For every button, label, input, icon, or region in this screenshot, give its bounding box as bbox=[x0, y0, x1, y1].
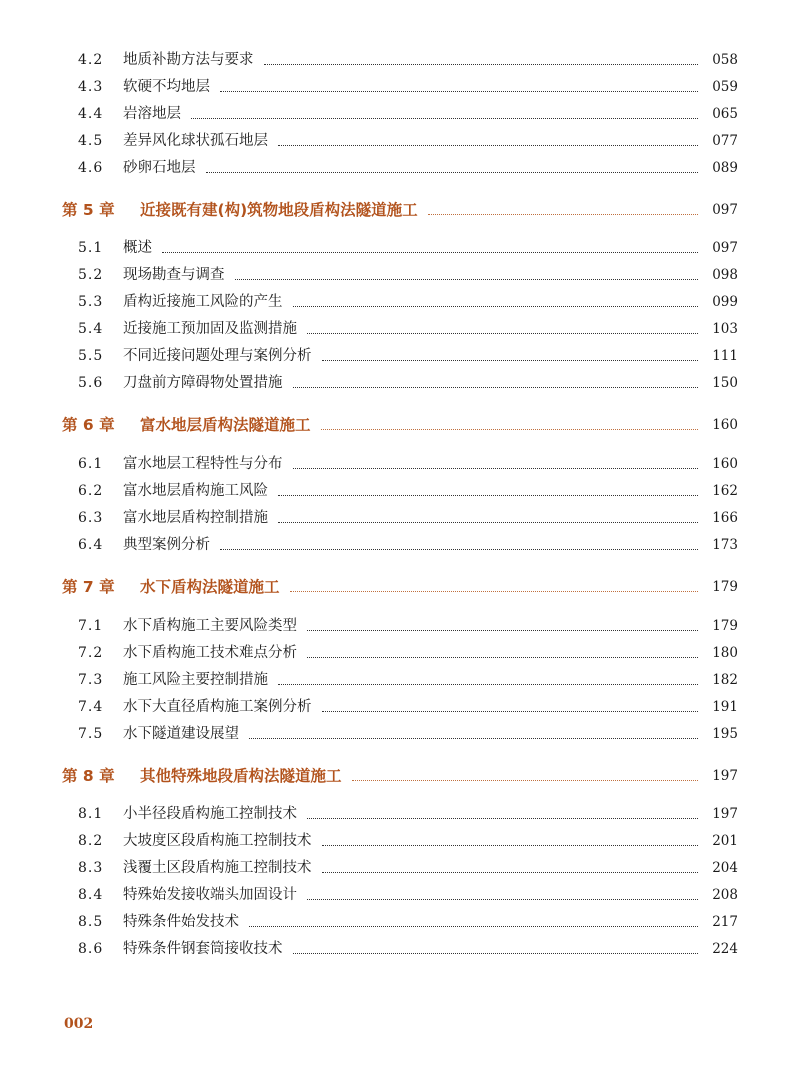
section-number: 7.5 bbox=[78, 726, 104, 742]
section-number: 5.4 bbox=[78, 321, 104, 337]
section-number: 6.2 bbox=[78, 483, 104, 499]
page-ref: 059 bbox=[712, 79, 738, 95]
dot-leader bbox=[322, 344, 698, 361]
section-title: 大坡度区段盾构施工控制技术 bbox=[123, 833, 312, 849]
dot-leader bbox=[249, 722, 698, 739]
dot-leader bbox=[220, 75, 698, 92]
section-title: 盾构近接施工风险的产生 bbox=[123, 294, 283, 310]
toc-section-entry[interactable] bbox=[0, 910, 790, 934]
page-ref: 065 bbox=[712, 106, 738, 122]
dot-leader bbox=[307, 317, 698, 334]
section-number: 7.1 bbox=[78, 618, 104, 634]
dot-leader bbox=[293, 937, 698, 954]
dot-leader bbox=[322, 695, 698, 712]
section-number: 8.2 bbox=[78, 833, 104, 849]
dot-leader bbox=[428, 198, 698, 215]
page-number: 002 bbox=[64, 1016, 94, 1032]
page-ref: 195 bbox=[712, 726, 738, 742]
section-title: 刀盘前方障碍物处置措施 bbox=[123, 375, 283, 391]
section-title: 典型案例分析 bbox=[123, 537, 210, 553]
toc-chapter-entry[interactable] bbox=[0, 575, 790, 599]
section-number: 8.3 bbox=[78, 860, 104, 876]
dot-leader bbox=[278, 129, 698, 146]
dot-leader bbox=[264, 48, 698, 65]
section-title: 近接施工预加固及监测措施 bbox=[123, 321, 297, 337]
section-title: 施工风险主要控制措施 bbox=[123, 672, 268, 688]
toc-section-entry[interactable] bbox=[0, 856, 790, 880]
section-number: 5.2 bbox=[78, 267, 104, 283]
page-ref: 097 bbox=[712, 240, 738, 256]
toc-section-entry[interactable] bbox=[0, 614, 790, 638]
section-number: 8.1 bbox=[78, 806, 104, 822]
dot-leader bbox=[278, 479, 698, 496]
toc-section-entry[interactable] bbox=[0, 479, 790, 503]
section-title: 软硬不均地层 bbox=[123, 79, 210, 95]
toc-chapter-entry[interactable] bbox=[0, 764, 790, 788]
dot-leader bbox=[290, 575, 698, 592]
toc-section-entry[interactable] bbox=[0, 695, 790, 719]
toc-section-entry[interactable] bbox=[0, 506, 790, 530]
page-ref: 089 bbox=[712, 160, 738, 176]
section-title: 小半径段盾构施工控制技术 bbox=[123, 806, 297, 822]
section-title: 富水地层盾构控制措施 bbox=[123, 510, 268, 526]
toc-section-entry[interactable] bbox=[0, 452, 790, 476]
section-title: 水下隧道建设展望 bbox=[123, 726, 239, 742]
page-ref: 197 bbox=[712, 768, 738, 784]
toc-chapter-entry[interactable] bbox=[0, 413, 790, 437]
page-ref: 166 bbox=[712, 510, 738, 526]
page-ref: 097 bbox=[712, 202, 738, 218]
section-title: 概述 bbox=[123, 240, 152, 256]
toc-section-entry[interactable] bbox=[0, 75, 790, 99]
toc-chapter-entry[interactable] bbox=[0, 198, 790, 222]
page-ref: 179 bbox=[712, 579, 738, 595]
page-ref: 217 bbox=[712, 914, 738, 930]
section-title: 砂卵石地层 bbox=[123, 160, 196, 176]
section-title: 水下盾构施工技术难点分析 bbox=[123, 645, 297, 661]
section-title: 富水地层工程特性与分布 bbox=[123, 456, 283, 472]
section-number: 8.5 bbox=[78, 914, 104, 930]
page-ref: 150 bbox=[712, 375, 738, 391]
toc-section-entry[interactable] bbox=[0, 102, 790, 126]
section-title: 岩溶地层 bbox=[123, 106, 181, 122]
section-number: 4.6 bbox=[78, 160, 104, 176]
dot-leader bbox=[307, 641, 698, 658]
section-number: 4.3 bbox=[78, 79, 104, 95]
page-ref: 111 bbox=[712, 348, 738, 364]
section-number: 8.4 bbox=[78, 887, 104, 903]
section-title: 水下大直径盾构施工案例分析 bbox=[123, 699, 312, 715]
chapter-number: 第 8 章 bbox=[62, 767, 115, 785]
dot-leader bbox=[322, 856, 698, 873]
page-ref: 180 bbox=[712, 645, 738, 661]
page-ref: 077 bbox=[712, 133, 738, 149]
toc-section-entry[interactable] bbox=[0, 317, 790, 341]
section-number: 5.5 bbox=[78, 348, 104, 364]
section-number: 7.3 bbox=[78, 672, 104, 688]
page-ref: 160 bbox=[712, 417, 738, 433]
toc-section-entry[interactable] bbox=[0, 48, 790, 72]
dot-leader bbox=[321, 413, 698, 430]
section-number: 5.1 bbox=[78, 240, 104, 256]
section-number: 5.3 bbox=[78, 294, 104, 310]
page-ref: 160 bbox=[712, 456, 738, 472]
section-title: 不同近接问题处理与案例分析 bbox=[123, 348, 312, 364]
page-ref: 103 bbox=[712, 321, 738, 337]
page-ref: 099 bbox=[712, 294, 738, 310]
section-number: 6.3 bbox=[78, 510, 104, 526]
dot-leader bbox=[206, 156, 698, 173]
dot-leader bbox=[307, 883, 698, 900]
section-title: 特殊始发接收端头加固设计 bbox=[123, 887, 297, 903]
dot-leader bbox=[235, 263, 698, 280]
toc-section-entry[interactable] bbox=[0, 290, 790, 314]
chapter-title: 富水地层盾构法隧道施工 bbox=[140, 416, 311, 434]
chapter-title: 水下盾构法隧道施工 bbox=[140, 578, 280, 596]
toc-section-entry[interactable] bbox=[0, 829, 790, 853]
dot-leader bbox=[191, 102, 698, 119]
toc-section-entry[interactable] bbox=[0, 236, 790, 260]
toc-section-entry[interactable] bbox=[0, 371, 790, 395]
section-number: 8.6 bbox=[78, 941, 104, 957]
page-ref: 173 bbox=[712, 537, 738, 553]
section-title: 地质补勘方法与要求 bbox=[123, 52, 254, 68]
page-ref: 201 bbox=[712, 833, 738, 849]
toc-section-entry[interactable] bbox=[0, 722, 790, 746]
section-number: 4.5 bbox=[78, 133, 104, 149]
toc-section-entry[interactable] bbox=[0, 263, 790, 287]
section-number: 4.2 bbox=[78, 52, 104, 68]
dot-leader bbox=[278, 506, 698, 523]
page-ref: 224 bbox=[712, 941, 738, 957]
page-ref: 182 bbox=[712, 672, 738, 688]
section-title: 现场勘查与调查 bbox=[123, 267, 225, 283]
section-number: 6.4 bbox=[78, 537, 104, 553]
page-ref: 162 bbox=[712, 483, 738, 499]
dot-leader bbox=[352, 764, 698, 781]
dot-leader bbox=[293, 290, 698, 307]
section-title: 特殊条件钢套筒接收技术 bbox=[123, 941, 283, 957]
page-ref: 058 bbox=[712, 52, 738, 68]
section-number: 6.1 bbox=[78, 456, 104, 472]
dot-leader bbox=[278, 668, 698, 685]
section-title: 差异风化球状孤石地层 bbox=[123, 133, 268, 149]
page-ref: 179 bbox=[712, 618, 738, 634]
toc-section-entry[interactable] bbox=[0, 344, 790, 368]
page-ref: 208 bbox=[712, 887, 738, 903]
page-ref: 197 bbox=[712, 806, 738, 822]
dot-leader bbox=[293, 452, 698, 469]
dot-leader bbox=[249, 910, 698, 927]
toc-section-entry[interactable] bbox=[0, 937, 790, 961]
toc-section-entry[interactable] bbox=[0, 129, 790, 153]
dot-leader bbox=[322, 829, 698, 846]
chapter-number: 第 7 章 bbox=[62, 578, 115, 596]
dot-leader bbox=[162, 236, 698, 253]
section-number: 4.4 bbox=[78, 106, 104, 122]
chapter-number: 第 6 章 bbox=[62, 416, 115, 434]
dot-leader bbox=[307, 614, 698, 631]
section-title: 特殊条件始发技术 bbox=[123, 914, 239, 930]
toc-section-entry[interactable] bbox=[0, 533, 790, 557]
toc-section-entry[interactable] bbox=[0, 156, 790, 180]
chapter-number: 第 5 章 bbox=[62, 201, 115, 219]
section-number: 7.2 bbox=[78, 645, 104, 661]
section-title: 富水地层盾构施工风险 bbox=[123, 483, 268, 499]
chapter-title: 近接既有建(构)筑物地段盾构法隧道施工 bbox=[140, 201, 418, 219]
toc-section-entry[interactable] bbox=[0, 802, 790, 826]
section-number: 7.4 bbox=[78, 699, 104, 715]
section-number: 5.6 bbox=[78, 375, 104, 391]
dot-leader bbox=[307, 802, 698, 819]
toc-section-entry[interactable] bbox=[0, 668, 790, 692]
dot-leader bbox=[220, 533, 698, 550]
toc-section-entry[interactable] bbox=[0, 641, 790, 665]
dot-leader bbox=[293, 371, 698, 388]
page-ref: 098 bbox=[712, 267, 738, 283]
page-ref: 204 bbox=[712, 860, 738, 876]
section-title: 水下盾构施工主要风险类型 bbox=[123, 618, 297, 634]
toc-section-entry[interactable] bbox=[0, 883, 790, 907]
page-ref: 191 bbox=[712, 699, 738, 715]
section-title: 浅覆土区段盾构施工控制技术 bbox=[123, 860, 312, 876]
chapter-title: 其他特殊地段盾构法隧道施工 bbox=[140, 767, 342, 785]
